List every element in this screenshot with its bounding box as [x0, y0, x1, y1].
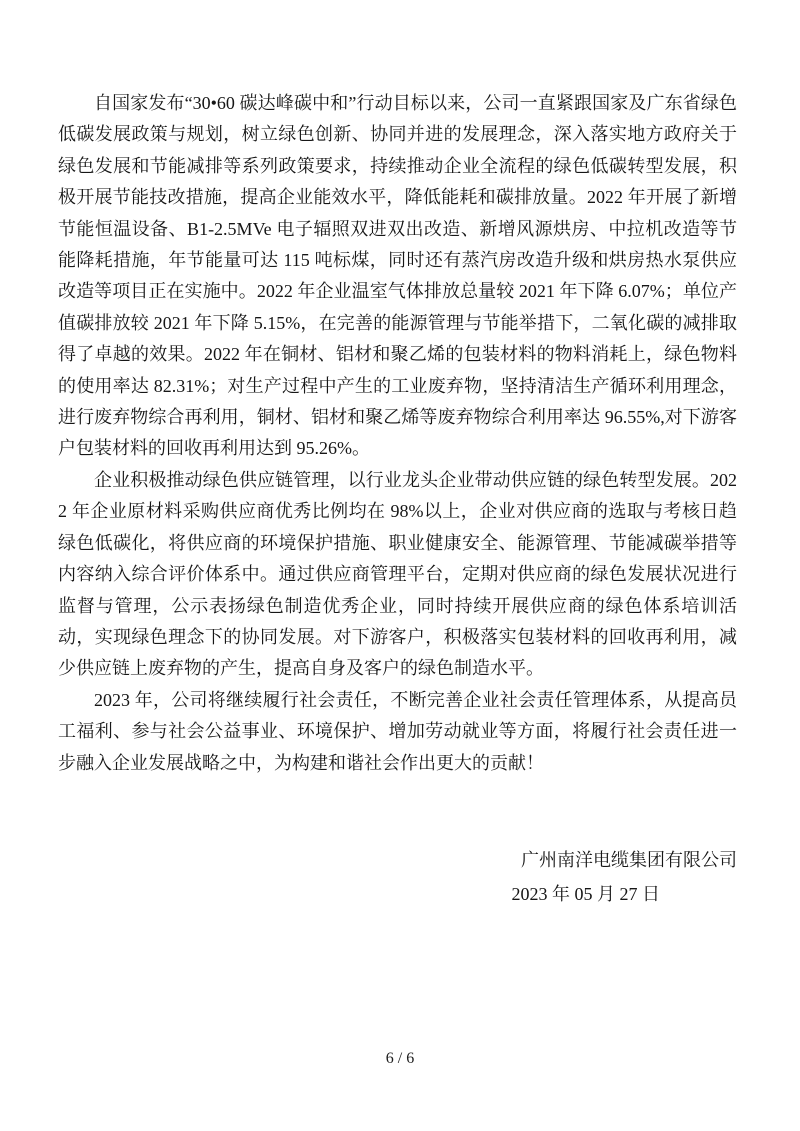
paragraph-green-supply-chain: 企业积极推动绿色供应链管理，以行业龙头企业带动供应链的绿色转型发展。2022 年企业原材料采购供应商优秀比例均在 98%以上，企业对供应商的选取与考核日趋绿色低碳化，将供应商的环境保护措施、职业健康安全、能源管理、节能减碳举措等内容纳入综合评价体系中。通过供应商管理平台，定期对供应商的绿色发展状况进行监督与管理，公示表扬绿色制造优秀企业，同时持续开展供应商的绿色体系培训活动，实现绿色理念下的协同发展。对下游客户，积极落实包装材料的回收再利用，减少供应链上废弃物的产生，提高自身及客户的绿色制造水平。	[58, 469, 737, 679]
paragraph-green-low-carbon: 自国家发布“30•60 碳达峰碳中和”行动目标以来，公司一直紧跟国家及广东省绿色低碳发展政策与规划，树立绿色创新、协同并进的发展理念，深入落实地方政府关于绿色发展和节能减排等系列政策要求，持续推动企业全流程的绿色低碳转型发展，积极开展节能技改措施，提高企业能效水平，降低能耗和碳排放量。2022 年开展了新增节能恒温设备、B1-2.5MVe 电子辐照双进双出改造、新增风源烘房、中拉机改造等节能降耗措施，年节能量可达 115 吨标煤，同时还有蒸汽房改造升级和烘房热水泵供应改造等项目正在实施中。2022 年企业温室气体排放总量较 2021 年下降 6.07%；单位产值碳排放较 2021 年下降 5.15%，在完善的能源管理与节能举措下，二氧化碳的减排取得了卓越的效果。2022 年在铜材、铝材和聚乙烯的包装材料的物料消耗上，绿色物料的使用率达 82.31%；对生产过程中产生的工业废弃物，坚持清洁生产循环利用理念，进行废弃物综合再利用，铜材、铝材和聚乙烯等废弃物综合利用率达 96.55%,对下游客户包装材料的回收再利用达到 95.26%。	[58, 93, 737, 459]
document-body	[58, 88, 737, 779]
signature-block	[512, 843, 738, 911]
page-number: 6 / 6	[385, 1050, 415, 1067]
signature-date: 2023 年 05 月 27 日	[511, 884, 660, 904]
signature-company-name: 广州南洋电缆集团有限公司	[521, 850, 737, 870]
paragraph-2023-outlook: 2023 年，公司将继续履行社会责任，不断完善企业社会责任管理体系，从提高员工福利、参与社会公益事业、环境保护、增加劳动就业等方面，将履行社会责任进一步融入企业发展战略之中，为构建和谐社会作出更大的贡献！	[58, 689, 737, 773]
